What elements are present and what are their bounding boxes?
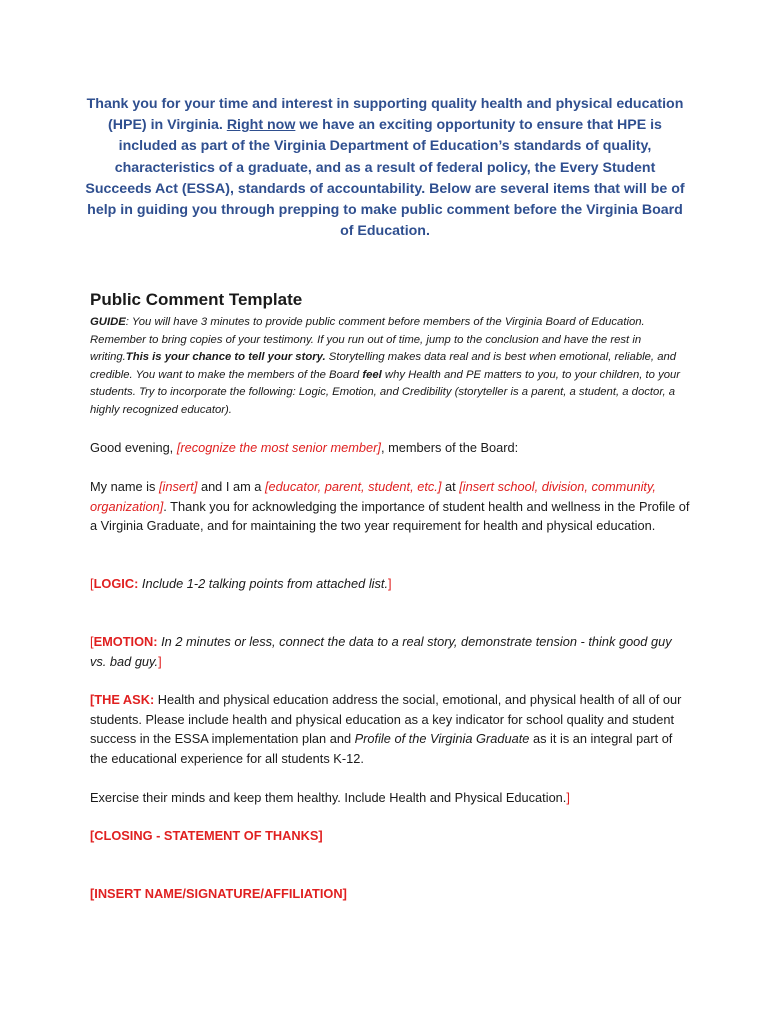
guide-text-2: Storytelling makes data real and is best when emotional, reliable, and credible. You want to make the members of the Board: [90, 351, 677, 381]
ask-text-1: Health and physical education address the social, emotional, and physical health of all of our students. Please include health and physical education as a key indicator for school quality and student success in the ESSA implementation plan and: [90, 692, 682, 747]
guide-label: GUIDE: [90, 316, 126, 328]
signature-placeholder: [INSERT NAME/SIGNATURE/AFFILIATION]: [90, 886, 347, 901]
introduction-paragraph: [90, 477, 690, 536]
emotion-label: EMOTION:: [93, 634, 158, 649]
intro-para-text-4: . Thank you for acknowledging the importance of student health and wellness in the Profile of a Virginia Graduate, and for maintaining the two year requirement for health and physical education.: [90, 498, 690, 534]
ask-italic-text: Profile of the Virginia Graduate: [354, 731, 530, 747]
guide-bold-2: feel: [362, 368, 382, 381]
intro-text-1: Thank you for your time and interest in supporting quality health and physical education (HPE) in Virginia.: [86, 96, 684, 134]
logic-label: LOGIC:: [93, 576, 139, 591]
ask-text-2: as it is an integral part of the educational experience for all students K-12.: [90, 731, 673, 766]
logic-paragraph: [90, 574, 690, 594]
guide-bold-1: This is your chance to tell your story.: [125, 351, 326, 364]
exercise-text: Exercise their minds and keep them healthy. Include Health and Physical Education.: [90, 790, 567, 805]
emotion-text: In 2 minutes or less, connect the data to a real story, demonstrate tension - think good guy vs. bad guy.: [90, 634, 672, 669]
intro-para-text-1: My name is: [90, 479, 159, 494]
guide-text-3: why Health and PE matters to you, to your children, to your students. Try to incorporate the following: Logic, Emotion, and Credibility (storyteller is a parent, a student, a doctor, a highly recognized educator).: [90, 368, 681, 416]
greeting-prefix: Good evening,: [90, 440, 177, 455]
logic-open-bracket: [: [90, 576, 94, 591]
greeting-placeholder: [recognize the most senior member]: [176, 440, 381, 455]
guide-paragraph: [90, 314, 690, 420]
placeholder-organization: [insert school, division, community, organization]: [90, 479, 656, 514]
ask-paragraph: [90, 690, 690, 768]
intro-text-2: we have an exciting opportunity to ensure that HPE is included as part of the Virginia Department of Education’s standards of quality, characteristics of a graduate, and as a result of federal policy, the Every Student Succeeds Act (ESSA), standards of accountability. Below are several items that will be of help in guiding you through prepping to make public comment before the Virginia Board of Education.: [85, 117, 685, 240]
ask-label: [THE ASK:: [90, 692, 155, 707]
emotion-paragraph: [90, 632, 690, 671]
logic-close-bracket: ]: [388, 576, 392, 591]
guide-text-1: : You will have 3 minutes to provide public comment before members of the Virginia Board of Education. Remember to bring copies of your testimony. If you run out of time, jump to the conclusion and have the rest in writing.: [90, 316, 645, 364]
emotion-open-bracket: [: [90, 634, 94, 649]
closing-placeholder: [CLOSING - STATEMENT OF THANKS]: [90, 828, 323, 843]
emotion-close-bracket: ]: [158, 653, 162, 669]
greeting-paragraph: [90, 438, 690, 458]
template-title: Public Comment Template: [90, 290, 303, 309]
intro-underlined-text: Right now: [226, 117, 296, 134]
exercise-paragraph: [90, 788, 690, 808]
placeholder-role: [educator, parent, student, etc.]: [264, 479, 442, 494]
placeholder-insert: [insert]: [158, 479, 198, 494]
intro-paragraph: [80, 94, 690, 242]
logic-text: Include 1-2 talking points from attached list.: [138, 576, 389, 591]
intro-para-text-2: and I am a: [197, 479, 265, 494]
greeting-suffix: , members of the Board:: [380, 440, 519, 455]
exercise-close-bracket: ]: [566, 790, 570, 805]
intro-para-text-3: at: [441, 479, 460, 494]
